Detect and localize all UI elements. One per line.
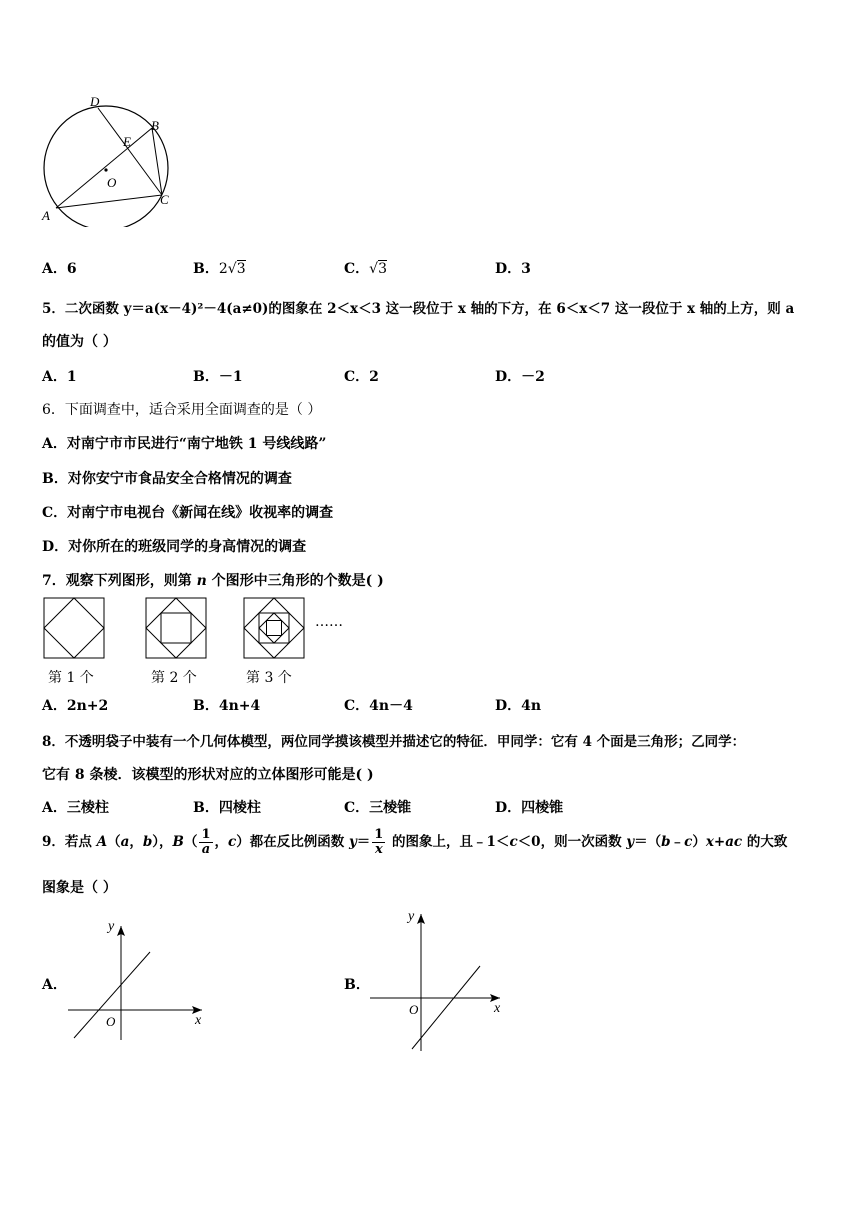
q9-graph-a[interactable] (64, 918, 214, 1043)
q4-option-c[interactable]: C．√3 (344, 261, 387, 277)
y-axis-label: y (408, 909, 415, 924)
q5-stem-line2: 的值为（ ） (42, 334, 117, 350)
nested-square-figure-1 (43, 597, 105, 659)
q7-option-d[interactable]: D．4n (495, 698, 542, 714)
caption-figure-1: 第 1 个 (48, 670, 94, 686)
x-axis-label: x (195, 1013, 202, 1028)
circle-figure (38, 92, 178, 227)
q5-option-c[interactable]: C．2 (344, 369, 379, 385)
fraction-1-over-a: $\frac{1}{a}$ (201, 827, 211, 857)
q6-stem: 6．下面调查中，适合采用全面调查的是（ ） (42, 402, 322, 418)
q5-option-a[interactable]: A．1 (42, 369, 77, 385)
label-E: E (123, 134, 131, 149)
q9-stem-line2: 图象是（ ） (42, 880, 117, 896)
q8-option-d[interactable]: D．四棱锥 (495, 800, 564, 816)
q7-option-a[interactable]: A．2n+2 (42, 698, 109, 714)
q7-option-b[interactable]: B．4n+4 (193, 698, 261, 714)
label-O: O (107, 175, 117, 190)
q9-stem-line1: 9．若点 A（a，b），B（ $\frac{1}{a}$ ，c）都在反比例函数 y＝ $\frac{1}{x}$ 的图象上，且﹣1＜c＜0，则一次函数 y＝（b﹣c）x+ac 的大致 (42, 827, 788, 857)
q9-option-b-label[interactable]: B． (344, 977, 370, 993)
sqrt-symbol: √ (369, 261, 379, 277)
q6-option-d[interactable]: D．对你所在的班级同学的身高情况的调查 (42, 539, 307, 555)
q5-option-d[interactable]: D．－2 (495, 369, 545, 385)
q8-option-a[interactable]: A．三棱柱 (42, 800, 109, 816)
q6-option-c[interactable]: C．对南宁市电视台《新闻在线》收视率的调查 (42, 505, 334, 521)
q8-option-b[interactable]: B．四棱柱 (193, 800, 261, 816)
caption-figure-2: 第 2 个 (151, 670, 197, 686)
ellipsis: …… (315, 614, 343, 630)
q8-stem-line1: 8．不透明袋子中装有一个几何体模型，两位同学摸该模型并描述它的特征．甲同学：它有 4 个面是三角形；乙同学： (42, 734, 746, 750)
label-D: D (90, 94, 100, 109)
q5-option-b[interactable]: B．－1 (193, 369, 243, 385)
q6-option-a[interactable]: A．对南宁市市民进行“南宁地铁 1 号线线路” (42, 436, 327, 452)
q7-option-c[interactable]: C．4n－4 (344, 698, 413, 714)
origin-label: O (106, 1014, 116, 1029)
q4-option-d[interactable]: D．3 (495, 261, 531, 277)
label-B: B (151, 118, 159, 133)
y-axis-label: y (108, 919, 115, 934)
sqrt-symbol: √ (227, 261, 237, 277)
fraction-1-over-x: $\frac{1}{x}$ (374, 827, 384, 857)
q4-option-a[interactable]: A．6 (42, 261, 77, 277)
q8-option-c[interactable]: C．三棱锥 (344, 800, 412, 816)
nested-square-figure-2 (145, 597, 207, 659)
origin-label: O (409, 1002, 419, 1017)
label-C: C (160, 192, 169, 207)
q7-stem: 7．观察下列图形，则第 n 个图形中三角形的个数是( ) (42, 573, 384, 589)
q4-option-b[interactable]: B．2√3 (193, 261, 246, 277)
q5-stem-line1: 5．二次函数 y＝a(x－4)²－4(a≠0)的图象在 2＜x＜3 这一段位于 x 轴的下方，在 6＜x＜7 这一段位于 x 轴的上方，则 a (42, 301, 795, 317)
q8-stem-line2: 它有 8 条棱．该模型的形状对应的立体图形可能是( ) (42, 767, 374, 783)
q6-option-b[interactable]: B．对你安宁市食品安全合格情况的调查 (42, 471, 292, 487)
label-A: A (42, 208, 50, 223)
q9-option-a-label[interactable]: A． (42, 977, 67, 993)
nested-square-figure-3 (243, 597, 305, 659)
caption-figure-3: 第 3 个 (246, 670, 292, 686)
x-axis-label: x (494, 1001, 501, 1016)
q9-graph-b[interactable] (366, 906, 516, 1054)
